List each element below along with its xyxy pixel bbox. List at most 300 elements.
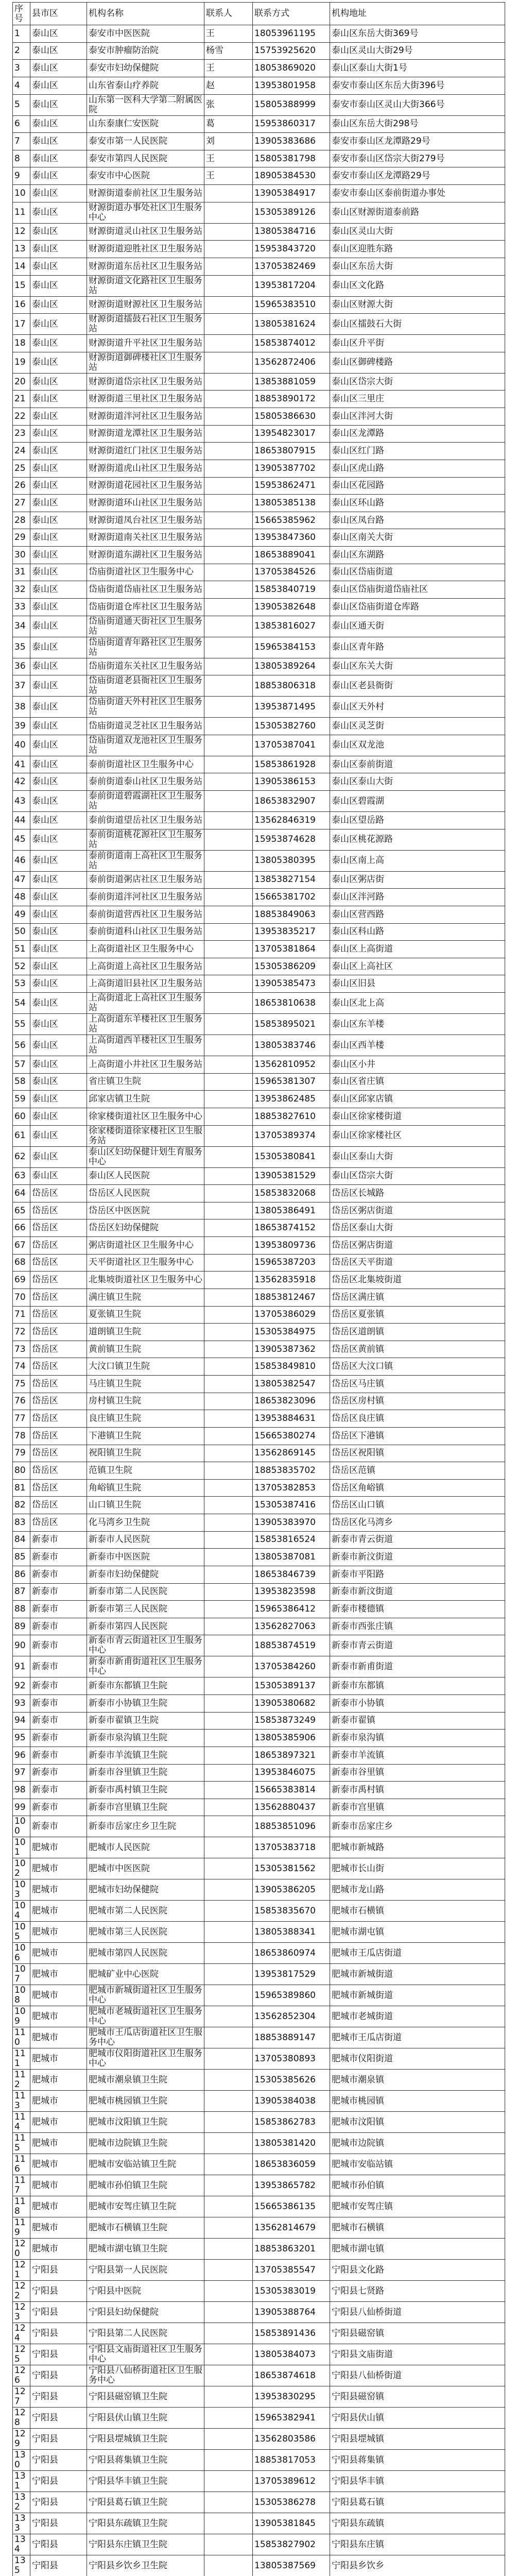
cell-phone: 15965383510 [253,296,330,314]
cell-institution: 肥城市妇幼保健院 [87,1879,204,1901]
cell-district: 泰山区 [30,391,87,408]
cell-phone: 18853806318 [253,675,330,697]
cell-contact-person [204,2154,253,2175]
cell-district: 岱岳区 [30,1497,87,1514]
table-row [13,547,505,564]
cell-contact-person [204,1272,253,1289]
cell-institution: 新泰市第三人民医院 [87,1601,204,1618]
cell-serial: 73 [13,1341,30,1358]
cell-address: 新泰市羊流镇 [330,1747,505,1764]
cell-address: 泰山区灵山大街 [330,223,505,241]
cell-phone: 13562872406 [253,352,330,373]
table-row [13,773,505,791]
cell-district: 泰山区 [30,993,87,1014]
cell-phone: 13953862485 [253,1091,330,1108]
cell-phone: 15853835670 [253,1901,330,1922]
table-row [13,1799,505,1816]
cell-district: 泰山区 [30,1073,87,1091]
cell-contact-person [204,1185,253,1202]
header-phone: 联系方式 [253,3,330,25]
cell-serial: 52 [13,958,30,975]
cell-district: 岱岳区 [30,1479,87,1497]
cell-institution: 泰前街道碧霞湖社区卫生服务站 [87,791,204,812]
cell-district: 泰山区 [30,241,87,258]
cell-serial: 71 [13,1306,30,1324]
cell-phone: 13705389374 [253,1125,330,1146]
cell-institution: 大汶口镇卫生院 [87,1358,204,1376]
cell-address: 岱岳区下港镇 [330,1427,505,1445]
cell-contact-person [204,697,253,718]
table-row [13,202,505,223]
table-row [13,850,505,871]
cell-serial: 118 [13,2196,30,2217]
cell-phone: 15305380841 [253,1146,330,1167]
cell-institution: 天平街道社区卫生服务中心 [87,1254,204,1272]
cell-address: 岱岳区大汶口镇 [330,1358,505,1376]
cell-institution: 宁阳县堽城镇卫生院 [87,2429,204,2450]
cell-serial: 77 [13,1410,30,1428]
cell-serial: 112 [13,2070,30,2091]
table-row [13,352,505,373]
cell-serial: 64 [13,1185,30,1202]
cell-institution: 角峪镇卫生院 [87,1479,204,1497]
cell-serial: 12 [13,223,30,241]
cell-serial: 129 [13,2429,30,2450]
cell-serial: 82 [13,1497,30,1514]
cell-contact-person: 张 [204,94,253,115]
cell-serial: 68 [13,1254,30,1272]
cell-phone: 15305386278 [253,2492,330,2513]
header-serial: 序号 [13,3,30,25]
cell-contact-person [204,1858,253,1879]
cell-serial: 94 [13,1712,30,1730]
cell-contact-person [204,735,253,756]
cell-address: 泰山区徐家楼社区 [330,1125,505,1146]
cell-district: 宁阳县 [30,2323,87,2344]
cell-phone: 15665380274 [253,1427,330,1445]
cell-contact-person [204,564,253,581]
cell-contact-person [204,675,253,697]
table-row [13,1901,505,1922]
cell-contact-person [204,889,253,906]
cell-address: 泰山区岱宗大街 [330,373,505,391]
cell-address: 泰山区擂鼓石大街 [330,314,505,335]
cell-contact-person [204,1677,253,1695]
cell-contact-person [204,2555,253,2576]
cell-institution: 岱庙街道东关社区卫生服务站 [87,658,204,675]
table-row [13,735,505,756]
cell-serial: 48 [13,889,30,906]
table-row [13,1837,505,1858]
cell-phone: 13705380893 [253,2048,330,2070]
table-row [13,2070,505,2091]
cell-contact-person [204,812,253,829]
cell-address: 肥城市新城街道 [330,1964,505,1985]
cell-serial: 40 [13,735,30,756]
cell-address: 肥城市桃园镇 [330,2091,505,2112]
cell-institution: 邱家店镇卫生院 [87,1091,204,1108]
cell-institution: 岱岳区人民医院 [87,1185,204,1202]
table-row [13,1445,505,1462]
cell-contact-person [204,1782,253,1799]
cell-address: 泰山区御碑楼路 [330,352,505,373]
table-row [13,2239,505,2260]
cell-contact-person [204,756,253,773]
cell-contact-person [204,850,253,871]
cell-address: 泰安市泰山区岱宗大街279号 [330,150,505,167]
cell-institution: 肥城市新城街道社区卫生服务中心 [87,1985,204,2006]
cell-address: 肥城市老城街道 [330,2006,505,2027]
cell-district: 新泰市 [30,1730,87,1747]
cell-district: 肥城市 [30,1879,87,1901]
cell-contact-person [204,1462,253,1480]
cell-phone: 13905383970 [253,1514,330,1532]
cell-institution: 上高街道旧县社区卫生服务站 [87,975,204,993]
cell-contact-person [204,1376,253,1393]
cell-address: 泰山区东湖路 [330,547,505,564]
cell-institution: 宁阳县伏山镇卫生院 [87,2408,204,2429]
cell-phone: 13905384917 [253,185,330,202]
table-row [13,1964,505,1985]
cell-institution: 肥城市安驾庄镇卫生院 [87,2196,204,2217]
cell-institution: 肥城市孙伯镇卫生院 [87,2175,204,2196]
cell-district: 新泰市 [30,1747,87,1764]
cell-address: 泰山区省庄镇 [330,1073,505,1091]
cell-institution: 财源街道红门社区卫生服务站 [87,443,204,460]
cell-district: 肥城市 [30,2048,87,2070]
cell-district: 宁阳县 [30,2386,87,2408]
cell-phone: 15305387416 [253,1497,330,1514]
cell-district: 宁阳县 [30,2555,87,2576]
cell-serial: 30 [13,547,30,564]
cell-address: 岱岳区祝阳镇 [330,1445,505,1462]
cell-district: 泰山区 [30,373,87,391]
cell-serial: 134 [13,2534,30,2555]
cell-serial: 23 [13,425,30,443]
cell-phone: 15853873249 [253,1712,330,1730]
cell-phone: 15853849810 [253,1358,330,1376]
cell-serial: 62 [13,1146,30,1167]
cell-serial: 42 [13,773,30,791]
cell-serial: 128 [13,2408,30,2429]
cell-address: 岱岳区良庄镇 [330,1410,505,1428]
table-row [13,2260,505,2281]
table-row [13,1254,505,1272]
cell-contact-person [204,512,253,529]
cell-contact-person: 王 [204,167,253,185]
cell-serial: 6 [13,115,30,133]
cell-phone: 13953871495 [253,697,330,718]
cell-contact-person [204,1445,253,1462]
cell-contact-person [204,1393,253,1410]
cell-address: 宁阳县葛石镇 [330,2492,505,2513]
cell-serial: 38 [13,697,30,718]
cell-address: 泰山区环山路 [330,495,505,512]
cell-institution: 新泰市第四人民医院 [87,1618,204,1635]
table-row [13,335,505,352]
cell-serial: 11 [13,202,30,223]
cell-address: 泰山区东关大街 [330,658,505,675]
cell-address: 泰山区灵芝街 [330,718,505,735]
cell-serial: 90 [13,1635,30,1656]
table-row [13,2006,505,2027]
cell-contact-person [204,2091,253,2112]
cell-institution: 宁阳县东庄镇卫生院 [87,2534,204,2555]
cell-district: 泰山区 [30,975,87,993]
cell-contact-person: 葛 [204,115,253,133]
cell-serial: 75 [13,1376,30,1393]
cell-serial: 5 [13,94,30,115]
table-row [13,1635,505,1656]
table-row [13,2091,505,2112]
cell-contact-person [204,2281,253,2302]
cell-phone: 15805381798 [253,150,330,167]
cell-district: 泰山区 [30,275,87,296]
cell-address: 岱岳区山口镇 [330,1497,505,1514]
cell-institution: 肥城市老城街道社区卫生服务中心 [87,2006,204,2027]
table-row [13,1656,505,1677]
table-row [13,1035,505,1056]
cell-address: 肥城市边院镇 [330,2133,505,2154]
table-row [13,697,505,718]
cell-serial: 100 [13,1816,30,1837]
cell-serial: 117 [13,2175,30,2196]
cell-phone: 15965384153 [253,637,330,658]
cell-phone: 13705389612 [253,2471,330,2492]
cell-institution: 岱庙街道灵芝社区卫生服务站 [87,718,204,735]
cell-contact-person [204,1014,253,1035]
cell-institution: 新泰市谷里镇卫生院 [87,1764,204,1782]
cell-institution: 新泰市羊流镇卫生院 [87,1747,204,1764]
cell-contact-person [204,1635,253,1656]
cell-district: 新泰市 [30,1635,87,1656]
cell-district: 肥城市 [30,2196,87,2217]
cell-district: 泰山区 [30,773,87,791]
cell-address: 泰山区通天街 [330,616,505,637]
table-row [13,2217,505,2239]
cell-institution: 良庄镇卫生院 [87,1410,204,1428]
cell-institution: 夏张镇卫生院 [87,1306,204,1324]
cell-address: 新泰市青云街道 [330,1531,505,1549]
cell-phone: 15953874628 [253,829,330,850]
cell-address: 肥城市石横镇 [330,1901,505,1922]
cell-phone: 13905383686 [253,133,330,150]
cell-contact-person [204,598,253,616]
cell-address: 泰山区财源大街 [330,296,505,314]
cell-contact-person [204,1943,253,1964]
cell-phone: 13805382547 [253,1376,330,1393]
cell-institution: 岱庙街道天外村社区卫生服务站 [87,697,204,718]
table-row [13,223,505,241]
cell-district: 岱岳区 [30,1514,87,1532]
cell-phone: 13905382648 [253,598,330,616]
cell-phone: 15805386630 [253,408,330,426]
cell-institution: 泰安市中心医院 [87,167,204,185]
cell-contact-person [204,2450,253,2471]
cell-phone: 13954823017 [253,425,330,443]
cell-serial: 1 [13,25,30,43]
table-row [13,94,505,115]
header-institution: 机构名称 [87,3,204,25]
cell-institution: 财源街道三里社区卫生服务站 [87,391,204,408]
cell-district: 新泰市 [30,1656,87,1677]
cell-contact-person [204,1799,253,1816]
table-row [13,829,505,850]
cell-district: 新泰市 [30,1583,87,1601]
cell-serial: 97 [13,1764,30,1782]
cell-serial: 65 [13,1202,30,1219]
cell-contact-person [204,923,253,941]
cell-district: 肥城市 [30,1943,87,1964]
cell-institution: 财源街道升平社区卫生服务站 [87,335,204,352]
cell-institution: 上高街道社区卫生服务中心 [87,941,204,958]
table-row [13,1782,505,1799]
cell-address: 宁阳县乡饮乡 [330,2555,505,2576]
cell-address: 肥城市潮泉镇 [330,2070,505,2091]
table-row [13,1601,505,1618]
cell-address: 岱岳区北集坡街道 [330,1272,505,1289]
cell-phone: 13905380682 [253,1695,330,1713]
cell-institution: 新泰市泉沟镇卫生院 [87,1730,204,1747]
cell-phone: 15305382760 [253,718,330,735]
cell-phone: 13953835217 [253,923,330,941]
table-row [13,2408,505,2429]
table-row [13,1185,505,1202]
cell-institution: 宁阳县妇幼保健院 [87,2302,204,2323]
cell-institution: 上高街道小井社区卫生服务站 [87,1056,204,1074]
cell-district: 宁阳县 [30,2534,87,2555]
cell-institution: 祝阳镇卫生院 [87,1445,204,1462]
cell-contact-person: 王 [204,60,253,77]
cell-address: 泰山区东岳大街298号 [330,115,505,133]
cell-address: 泰山区迎胜东路 [330,241,505,258]
cell-phone: 13562803586 [253,2429,330,2450]
cell-contact-person [204,1514,253,1532]
cell-contact-person [204,1730,253,1747]
cell-serial: 20 [13,373,30,391]
table-row [13,2513,505,2534]
cell-phone: 15965387203 [253,1254,330,1272]
cell-phone: 15853840719 [253,581,330,599]
cell-address: 泰山区徐家楼街道 [330,1108,505,1125]
cell-serial: 45 [13,829,30,850]
cell-institution: 财源街道凤台社区卫生服务站 [87,512,204,529]
table-row [13,791,505,812]
cell-contact-person [204,314,253,335]
table-row [13,1219,505,1237]
cell-contact-person [204,529,253,547]
cell-contact-person [204,2492,253,2513]
cell-contact-person [204,616,253,637]
cell-institution: 新泰市岳家庄乡卫生院 [87,1816,204,1837]
cell-district: 泰山区 [30,150,87,167]
cell-contact-person [204,1202,253,1219]
cell-phone: 18653874618 [253,2365,330,2386]
cell-institution: 财源街道泮河社区卫生服务站 [87,408,204,426]
cell-serial: 93 [13,1695,30,1713]
cell-contact-person [204,1091,253,1108]
cell-phone: 15665385962 [253,512,330,529]
cell-address: 宁阳县文庙街道 [330,2344,505,2365]
cell-district: 泰山区 [30,133,87,150]
cell-serial: 124 [13,2323,30,2344]
cell-institution: 新泰市新甫街道社区卫生服务中心 [87,1656,204,1677]
cell-phone: 13853816027 [253,616,330,637]
cell-contact-person [204,2048,253,2070]
cell-address: 泰山区升平街 [330,335,505,352]
cell-serial: 105 [13,1922,30,1943]
cell-contact-person: 王 [204,25,253,43]
cell-district: 宁阳县 [30,2260,87,2281]
cell-serial: 14 [13,258,30,275]
cell-institution: 泰安市中医医院 [87,25,204,43]
table-row [13,1695,505,1713]
cell-serial: 87 [13,1583,30,1601]
table-row [13,1531,505,1549]
cell-contact-person [204,352,253,373]
cell-address: 岱岳区范镇 [330,1462,505,1480]
table-row [13,42,505,60]
table-row [13,1618,505,1635]
cell-district: 泰山区 [30,94,87,115]
cell-district: 泰山区 [30,958,87,975]
table-row [13,1056,505,1074]
cell-address: 新泰市新汶街道 [330,1583,505,1601]
cell-district: 宁阳县 [30,2429,87,2450]
cell-phone: 13705384526 [253,564,330,581]
cell-institution: 新泰市中医医院 [87,1549,204,1566]
table-row [13,564,505,581]
cell-phone: 13562835918 [253,1272,330,1289]
cell-serial: 35 [13,637,30,658]
cell-contact-person [204,258,253,275]
table-row [13,1324,505,1341]
cell-institution: 肥城市安临站镇卫生院 [87,2154,204,2175]
cell-contact-person: 王 [204,150,253,167]
cell-phone: 13805387081 [253,1549,330,1566]
cell-institution: 新泰市人民医院 [87,1531,204,1549]
cell-contact-person [204,1566,253,1583]
cell-serial: 29 [13,529,30,547]
table-row [13,1376,505,1393]
cell-phone: 15965389860 [253,1985,330,2006]
cell-institution: 上高街道西羊楼社区卫生服务站 [87,1035,204,1056]
cell-institution: 肥城市中医医院 [87,1858,204,1879]
cell-institution: 徐家楼街道徐家楼社区卫生服务站 [87,1125,204,1146]
cell-district: 泰山区 [30,718,87,735]
cell-serial: 103 [13,1879,30,1901]
cell-district: 泰山区 [30,167,87,185]
cell-serial: 3 [13,60,30,77]
cell-phone: 13805387569 [253,2555,330,2576]
cell-contact-person [204,1712,253,1730]
cell-contact-person [204,941,253,958]
cell-institution: 山东泰康仁安医院 [87,115,204,133]
cell-serial: 25 [13,460,30,477]
cell-contact-person: 刘 [204,133,253,150]
cell-contact-person [204,1125,253,1146]
cell-serial: 18 [13,335,30,352]
cell-phone: 15953843720 [253,241,330,258]
cell-contact-person [204,1341,253,1358]
cell-serial: 60 [13,1108,30,1125]
cell-phone: 13705386029 [253,1306,330,1324]
cell-contact-person [204,2133,253,2154]
cell-institution: 岱庙街道老县衙社区卫生服务站 [87,675,204,697]
table-row [13,314,505,335]
cell-district: 泰山区 [30,1125,87,1146]
cell-contact-person [204,373,253,391]
